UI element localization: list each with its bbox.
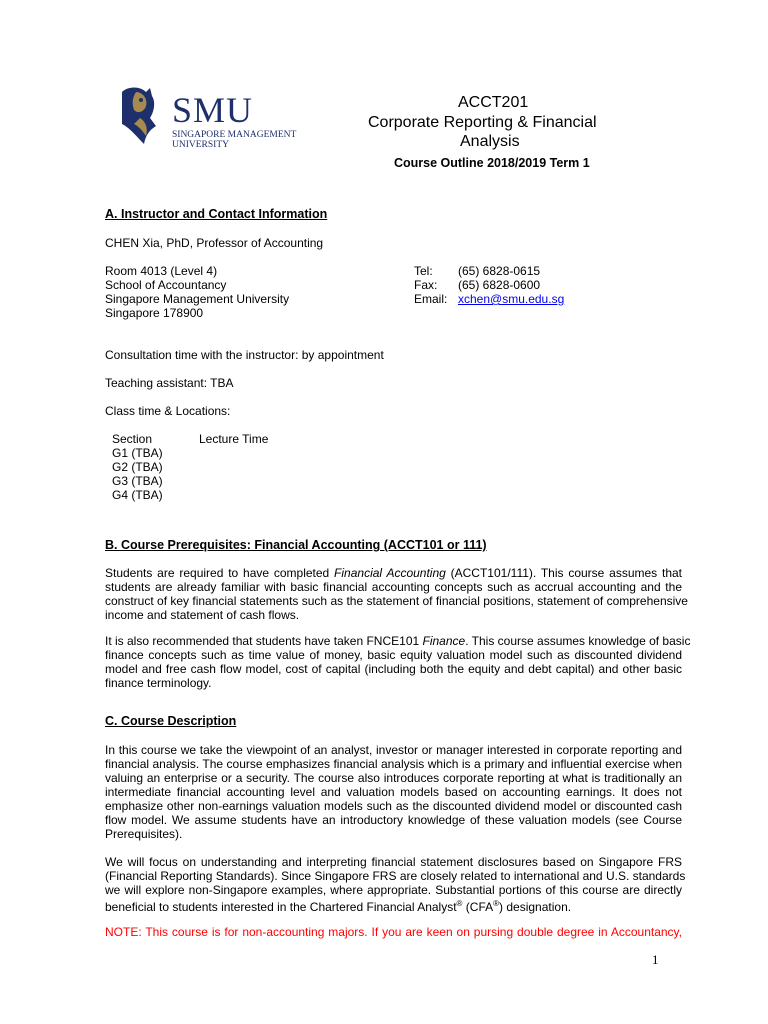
section-row: G3 (TBA) [112, 474, 163, 488]
course-title-line2: Analysis [460, 133, 520, 150]
registered-mark: ® [493, 899, 500, 908]
text-run: beneficial to students interested in the Chartered Financial Analyst [105, 900, 457, 914]
paragraph-line: (Financial Reporting Standards). Since Singapore FRS are closely related to international and U.S. standards [105, 869, 686, 883]
paragraph-line: emphasize other non-earnings valuation models such as the discounted dividend model or discounted cash [105, 799, 682, 813]
logo-line1: SINGAPORE MANAGEMENT [172, 130, 297, 140]
paragraph-line: students are already familiar with basic financial accounting concepts such as accrual accounting and the [105, 580, 682, 594]
paragraph-line: financial analysis. The course emphasizes financial analysis which is a primary and influential exercise when [105, 757, 682, 771]
text-run: ) designation. [499, 900, 572, 914]
prerequisites-paragraph-1 [105, 566, 688, 622]
section-b-heading: B. Course Prerequisites: Financial Accounting (ACCT101 or 111) [105, 538, 487, 552]
consultation-text: Consultation time with the instructor: by appointment [105, 348, 384, 362]
section-a-heading: A. Instructor and Contact Information [105, 207, 328, 221]
section-row: G4 (TBA) [112, 488, 163, 502]
registered-mark: ® [456, 899, 463, 908]
text-run: . This course assumes knowledge of basic [465, 634, 691, 648]
fax-value: (65) 6828-0600 [458, 278, 541, 292]
paragraph-line: we will explore non-Singapore examples, where appropriate. Substantial portions of this course are directly [105, 883, 682, 897]
text-run: Students are required to have completed [105, 566, 335, 580]
paragraph-line: In this course we take the viewpoint of an analyst, investor or manager interested in corporate reporting and [105, 743, 682, 757]
note-text [105, 925, 682, 939]
email-label: Email: [414, 292, 448, 306]
class-time-label: Class time & Locations: [105, 404, 231, 418]
section-c-heading: C. Course Description [105, 714, 237, 728]
paragraph-line [105, 566, 682, 580]
table-header-lecture-time: Lecture Time [199, 432, 269, 446]
section-row: G1 (TBA) [112, 446, 163, 460]
logo-line2: UNIVERSITY [172, 140, 229, 150]
text-run: It is also recommended that students have taken FNCE101 [105, 634, 423, 648]
logo-wordmark: SMU [172, 90, 254, 130]
description-paragraph-1 [105, 743, 682, 841]
paragraph-line: valuing an enterprise or a security. The course also introduces corporate reporting at what is traditionally an [105, 771, 682, 785]
course-code: ACCT201 [458, 94, 529, 111]
page-number: 1 [652, 952, 659, 967]
paragraph-line: construct of key financial statements such as the statement of financial positions, statement of comprehensive [105, 594, 688, 608]
paragraph-line: model and free cash flow model, cost of capital (including both the equity and debt capital) and other basic [105, 662, 682, 676]
paragraph-line [105, 634, 691, 648]
description-paragraph-2 [105, 855, 686, 914]
paragraph-line: income and statement of cash flows. [105, 608, 300, 622]
course-name-italic: Financial Accounting [334, 566, 446, 580]
paragraph-line [105, 897, 682, 914]
smu-logo [106, 78, 321, 160]
fax-label: Fax: [414, 278, 438, 292]
course-title-line1: Corporate Reporting & Financial [368, 114, 597, 131]
address-line: Room 4013 (Level 4) [105, 264, 218, 278]
paragraph-line: finance terminology. [105, 676, 212, 690]
tel-label: Tel: [414, 264, 433, 278]
paragraph-line: flow model. We assume students have an introductory knowledge of these valuation models (see Course [105, 813, 682, 827]
address-line: Singapore Management University [105, 292, 290, 306]
address-line: School of Accountancy [105, 278, 227, 292]
text-run: (ACCT101/111). This course assumes that [445, 566, 683, 580]
course-outline-subtitle: Course Outline 2018/2019 Term 1 [394, 156, 590, 170]
course-name-italic: Finance [422, 634, 466, 648]
address-line: Singapore 178900 [105, 306, 204, 320]
paragraph-line: intermediate financial accounting level and valuation models based on accounting earnings. It does not [105, 785, 682, 799]
tel-value: (65) 6828-0615 [458, 264, 541, 278]
email-link[interactable]: xchen@smu.edu.sg [458, 292, 565, 306]
table-header-section: Section [112, 432, 153, 446]
section-row: G2 (TBA) [112, 460, 163, 474]
instructor-name: CHEN Xia, PhD, Professor of Accounting [105, 236, 324, 250]
prerequisites-paragraph-2 [105, 634, 691, 690]
paragraph-line: We will focus on understanding and interpreting financial statement disclosures based on Singapore FRS [105, 855, 682, 869]
paragraph-line: finance concepts such as time value of money, basic equity valuation model such as discounted dividend [105, 648, 682, 662]
teaching-assistant-text: Teaching assistant: TBA [105, 376, 234, 390]
paragraph-line: NOTE: This course is for non-accounting majors. If you are keen on pursing double degree in Accountancy, [105, 925, 682, 939]
paragraph-line: Prerequisites). [105, 827, 183, 841]
text-run: (CFA [462, 900, 494, 914]
